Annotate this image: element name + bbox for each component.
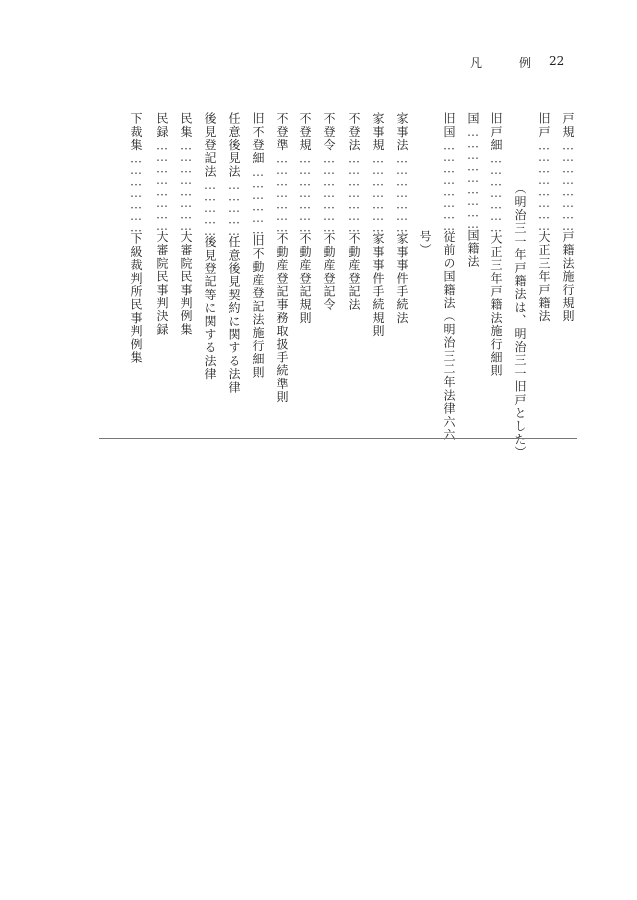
entry-full-name: 国籍法 [466,228,480,269]
entry-full-name: 不動産登記法 [347,232,361,312]
entry-leader-dots: …………………… [442,138,456,231]
entry-row [348,112,360,311]
entry-full-name: 不動産登記令 [322,232,336,312]
entry-leader-dots: …………………… [155,138,169,231]
entry-leader-dots: ………………… [371,151,385,233]
entry-full-name: 大審院民事判例集 [179,230,193,337]
entry-leader-dots: …………………… [179,138,193,231]
entry-row [372,112,384,338]
entry-row [156,112,168,336]
header-page-number: 22 [549,54,565,68]
entry-leader-dots: ………………… [395,151,409,233]
entry-leader-dots: ………………… [275,151,289,233]
entry-leader-dots: ………………… [322,151,336,233]
entry-abbreviation: 任意後見法 [227,112,241,178]
entry-leader-dots: ………………… [298,151,312,233]
entry-abbreviation: 下裁集 [129,112,143,152]
entry-leader-dots: ………………… [489,151,503,233]
entry-full-name: 大審院民事判決録 [155,230,169,337]
entry-abbreviation: 後見登記法 [203,112,217,178]
bottom-rule [99,438,577,439]
entry-row [396,112,408,325]
entry-abbreviation: 旧戸 [537,112,551,139]
entry-full-name: 従前の国籍法（明治三二年法律六六 [442,230,456,442]
entry-leader-dots: …………………… [537,138,551,231]
entry-row [228,112,240,394]
entry-full-name: 家事事件手続法 [395,232,409,325]
entry-abbreviation: 旧国 [442,112,456,139]
header-title-right: 例 [519,56,532,70]
entry-leader-dots: ……………………… [466,125,480,229]
entry-abbreviation: 旧戸細 [489,112,503,152]
header-title-left: 凡 [470,56,483,70]
entry-leader-dots: ………………… [347,151,361,233]
entry-abbreviation: 不登規 [298,112,312,152]
entry-abbreviation: 不登令 [322,112,336,152]
entry-abbreviation: 民録 [155,112,169,139]
entry-abbreviation: 民集 [179,112,193,139]
entry-leader-dots: …………………… [561,138,575,231]
entry-row [467,112,479,268]
entry-abbreviation: 不登法 [347,112,361,152]
entry-note [514,182,526,459]
entry-note [419,230,431,256]
entry-abbreviation: 旧不登細 [251,112,265,165]
entry-row [299,112,311,325]
entry-full-name: 大正三年戸籍法施行細則 [489,232,503,378]
entry-abbreviation: 戸規 [561,112,575,139]
entry-full-name: 任意後見契約に関する法律 [227,235,241,394]
entry-note-text: 号） [418,230,432,257]
entry-full-name: 旧不動産登記法施行細則 [251,233,265,380]
entry-full-name: 不動産登記規則 [298,232,312,325]
entry-full-name: 不動産登記事務取扱手続準則 [275,232,289,404]
page-header [0,54,637,74]
entry-leader-dots: …………… [203,178,217,236]
entry-abbreviation: 国 [466,112,480,126]
entry-row [490,112,502,377]
entry-row [252,112,264,379]
entry-leader-dots: …………… [227,178,241,236]
entry-leader-dots: ……………… [251,164,265,234]
entry-row [180,112,192,336]
entry-row [443,112,455,442]
entry-full-name: 大正三年戸籍法 [537,230,551,323]
entry-abbreviation: 不登準 [275,112,289,152]
entry-abbreviation: 家事規 [371,112,385,152]
entry-full-name: 戸籍法施行規則 [561,230,575,323]
entry-leader-dots: ………………… [129,151,143,233]
entry-note-text: （明治三一年戸籍法は、明治三一旧戸とした） [513,182,527,460]
entry-row [538,112,550,323]
entry-row [204,112,216,381]
entry-row [323,112,335,311]
entry-row [562,112,574,323]
entry-row [276,112,288,404]
entry-full-name: 後見登記等に関する法律 [203,235,217,381]
entry-full-name: 家事事件手続規則 [371,232,385,338]
entry-row [130,112,142,364]
entry-abbreviation: 家事法 [395,112,409,152]
entry-full-name: 下級裁判所民事判例集 [129,232,143,365]
